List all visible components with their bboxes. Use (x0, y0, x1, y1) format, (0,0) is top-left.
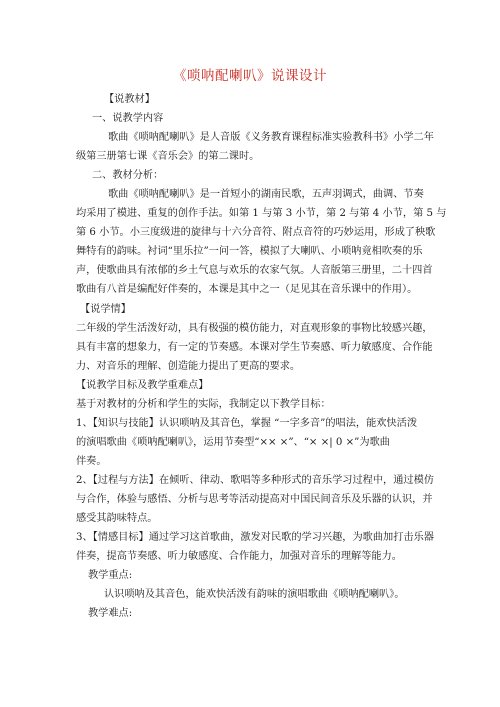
paragraph-line: 歌曲有八首是编配好伴奏的，本课是其中之一（足见其在音乐课中的作用）。 (76, 284, 418, 295)
goal-process: 2、【过程与方法】在倾听、律动、歌唱等多种形式的音乐学习过程中，通过模仿 (76, 475, 434, 486)
paragraph-line: 与合作，体验与感悟、分析与思考等活动提高对中国民间音乐及乐器的认识，并 (76, 494, 433, 505)
paragraph-line: 基于对教材的分析和学生的实际，我制定以下教学目标： (76, 399, 331, 410)
subheading-analysis: 二、教材分析： (92, 170, 164, 181)
paragraph-line: 具有丰富的想象力，有一定的节奏感。本课对学生节奏感、听力敏感度、合作能 (76, 342, 433, 353)
paragraph-line: 均采用了模进、重复的创作手法。如第 1 与第 3 小节，第 2 与第 4 小节，第 5 与 (76, 208, 447, 219)
goal-knowledge: 1、【知识与技能】认识唢呐及其音色，掌握 “一字多音”的唱法，能欢快活泼 (76, 418, 418, 429)
paragraph-line: 伴奏，提高节奏感、听力敏感度、合作能力，加强对音乐的理解等能力。 (76, 551, 402, 562)
paragraph-line: 声，使歌曲具有浓郁的乡土气息与欢乐的农家气氛。人音版第三册里，二十四首 (76, 265, 433, 276)
difficult-points-label: 教学难点: (88, 608, 133, 619)
subheading-content: 一、说教学内容 (92, 113, 164, 124)
paragraph-line: 的演唱歌曲《唢呐配喇叭》，运用节奏型“×× ×”、“× ×| 0 ×”为歌曲 (76, 437, 390, 448)
paragraph-line: 歌曲《唢呐配喇叭》是人音版《义务教育课程标准实验教科书》小学二年 (108, 132, 434, 143)
page-title: 《唢呐配喇叭》说课设计 (173, 68, 327, 84)
section-heading-students: 【说学情】 (80, 304, 131, 315)
section-heading-textbook: 【说教材】 (104, 94, 155, 105)
paragraph-line: 歌曲《唢呐配喇叭》是一首短小的湖南民歌，五声羽调式，曲调、节奏 (108, 189, 424, 200)
paragraph-line: 感受其韵味特点。 (76, 513, 158, 524)
key-points-text: 认识唢呐及其音色，能欢快活泼有韵味的演唱歌曲《唢呐配喇叭》。 (104, 589, 405, 600)
paragraph-line: 第 6 小节。小三度级进的旋律与十六分音符、附点音符的巧妙运用，形成了秧歌 (76, 227, 436, 238)
paragraph-line: 级第三册第七课《音乐会》的第二课时。 (76, 151, 260, 162)
key-points-label: 教学重点: (88, 570, 133, 581)
paragraph-line: 伴奏。 (76, 456, 107, 467)
paragraph-line: 舞特有的韵味。衬词“里乐拉”一问一答，模拟了大喇叭、小唢呐竟相吹奏的乐 (76, 246, 423, 257)
paragraph-line: 力、对音乐的理解、创造能力提出了更高的要求。 (76, 361, 301, 372)
goal-emotion: 3、【情感目标】通过学习这首歌曲，激发对民歌的学习兴趣，为歌曲加打击乐器 (76, 532, 434, 543)
paragraph-line: 二年级的学生活泼好动，具有极强的模仿能力，对直观形象的事物比较感兴趣， (76, 323, 433, 334)
section-heading-goals: 【说教学目标及教学重难点】 (76, 380, 209, 391)
